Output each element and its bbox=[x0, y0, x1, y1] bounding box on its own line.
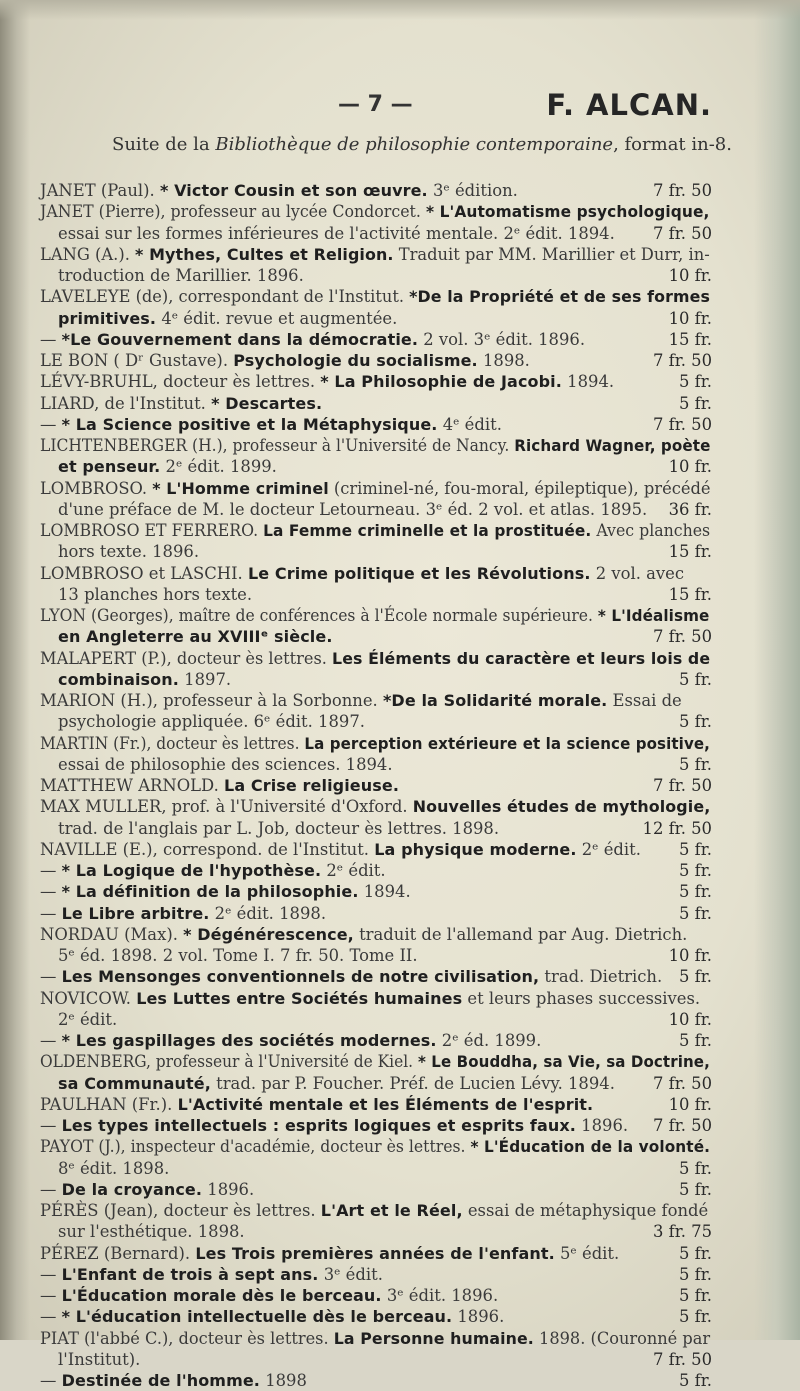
price: 5 fr. bbox=[679, 1158, 712, 1178]
catalogue-line bbox=[40, 201, 710, 222]
price: 5 fr. bbox=[679, 1264, 712, 1284]
entry-text: 2 vol. 3ᵉ édit. 1896. bbox=[418, 329, 586, 349]
catalogue-line bbox=[40, 839, 710, 860]
entry-text: — bbox=[40, 414, 62, 434]
price: 10 fr. bbox=[668, 1009, 712, 1029]
entry-text: LIARD, de l'Institut. bbox=[40, 393, 212, 413]
entry-text: OLDENBERG, professeur à l'Université de Kiel. bbox=[40, 1052, 418, 1072]
line-text bbox=[58, 1073, 615, 1094]
line-text bbox=[40, 881, 411, 902]
book-title: sa Communauté, bbox=[58, 1073, 211, 1093]
catalogue-line bbox=[40, 903, 710, 924]
entry-text: troduction de Marillier. 1896. bbox=[58, 266, 304, 285]
entry-text: Traduit par MM. Marillier et Durr, in- bbox=[393, 244, 710, 264]
entry-text: — bbox=[40, 1179, 62, 1199]
book-title: primitives. bbox=[58, 308, 157, 328]
entry-text: — bbox=[40, 882, 62, 902]
catalogue-line-continuation bbox=[40, 754, 710, 775]
entry-text: PAYOT (J.), inspecteur d'académie, docteur ès lettres. bbox=[40, 1137, 471, 1157]
price: 5 fr. bbox=[679, 861, 712, 880]
entry-text: trad. Dietrich. bbox=[539, 967, 663, 987]
book-title: * Les gaspillages des sociétés modernes. bbox=[61, 1031, 437, 1050]
line-text bbox=[40, 414, 502, 435]
catalogue-line bbox=[40, 1243, 710, 1264]
line-text bbox=[40, 1030, 541, 1051]
book-title: La physique moderne. bbox=[374, 839, 577, 859]
line-text bbox=[40, 903, 326, 924]
catalogue-line bbox=[40, 393, 710, 414]
line-text bbox=[40, 690, 682, 711]
line-text bbox=[58, 499, 647, 520]
line-text bbox=[58, 1158, 169, 1179]
price: 10 fr. bbox=[668, 1094, 712, 1114]
line-text bbox=[40, 648, 710, 669]
catalogue-line bbox=[40, 1200, 710, 1221]
price: 5 fr. bbox=[679, 669, 712, 689]
entry-text: hors texte. 1896. bbox=[58, 542, 200, 562]
price: 5 fr. bbox=[679, 1307, 712, 1327]
price: 7 fr. 50 bbox=[652, 627, 712, 647]
entry-text: (criminel-né, fou-moral, épileptique), précédé bbox=[328, 478, 711, 498]
line-text bbox=[40, 180, 518, 201]
entry-text: 1894. bbox=[561, 372, 615, 392]
book-title: Le Crime politique et les Révolutions. bbox=[247, 563, 591, 583]
entry-text: MAX MULLER, prof. à l'Université d'Oxford. bbox=[40, 797, 413, 817]
entry-text: LOMBROSO et LASCHI. bbox=[40, 563, 248, 583]
entry-text: trad. de l'anglais par L. Job, docteur ès lettres. 1898. bbox=[58, 818, 500, 838]
book-title: Richard Wagner, poète bbox=[514, 436, 711, 455]
catalogue-line bbox=[40, 924, 710, 945]
entry-text: 2 vol. avec bbox=[590, 563, 685, 583]
line-text bbox=[40, 350, 530, 371]
entry-text: LÉVY-BRUHL, docteur ès lettres. bbox=[40, 372, 321, 392]
line-text bbox=[40, 1115, 628, 1136]
catalogue-line-continuation bbox=[40, 1158, 710, 1179]
price: 7 fr. 50 bbox=[652, 1116, 712, 1135]
book-title: * Mythes, Cultes et Religion. bbox=[135, 244, 394, 264]
book-title: Les Mensonges conventionnels de notre civilisation, bbox=[61, 967, 540, 987]
entry-text: Essai de bbox=[607, 691, 682, 710]
entry-text: MARION (H.), professeur à la Sorbonne. bbox=[40, 691, 383, 710]
entry-text: MALAPERT (P.), docteur ès lettres. bbox=[40, 648, 333, 668]
entry-text: — bbox=[40, 329, 62, 349]
book-title: L'Art et le Réel, bbox=[320, 1201, 463, 1220]
entry-text: MATTHEW ARNOLD. bbox=[40, 776, 225, 795]
entry-text: l'Institut). bbox=[58, 1349, 141, 1369]
catalogue-line-continuation bbox=[40, 818, 710, 839]
price: 7 fr. 50 bbox=[652, 1349, 712, 1369]
page-left-shadow bbox=[0, 0, 30, 1340]
entry-text: NOVICOW. bbox=[40, 988, 137, 1008]
entry-text: et leurs phases successives. bbox=[462, 988, 701, 1008]
catalogue-line bbox=[40, 1285, 710, 1306]
entry-text: essai de philosophie des sciences. 1894. bbox=[58, 754, 393, 774]
book-title: * La Science positive et la Métaphysique. bbox=[61, 414, 438, 434]
line-text bbox=[58, 1009, 117, 1030]
price: 5 fr. bbox=[679, 712, 712, 732]
entry-text: 2ᵉ édit. bbox=[321, 861, 386, 880]
book-title: * L'Éducation de la volonté. bbox=[470, 1137, 711, 1157]
price: 5 fr. bbox=[679, 754, 712, 774]
book-title: *De la Propriété et de ses formes bbox=[409, 287, 711, 307]
catalogue-line-continuation bbox=[40, 711, 710, 732]
entry-text: 3ᵉ édition. bbox=[427, 181, 518, 200]
book-title: * Le Bouddha, sa Vie, sa Doctrine, bbox=[417, 1052, 710, 1072]
book-title: * La Philosophie de Jacobi. bbox=[320, 372, 562, 392]
book-title: De la croyance. bbox=[61, 1179, 203, 1199]
entry-text: 2ᵉ éd. 1899. bbox=[436, 1031, 542, 1050]
price: 5 fr. bbox=[679, 1031, 712, 1050]
catalogue-line bbox=[40, 605, 710, 626]
entry-text: — bbox=[40, 903, 62, 923]
price: 5 fr. bbox=[679, 839, 712, 859]
catalogue-line-continuation bbox=[40, 584, 710, 605]
catalogue-line bbox=[40, 966, 710, 987]
book-title: La Crise religieuse. bbox=[224, 776, 399, 795]
line-text bbox=[40, 775, 399, 796]
line-text bbox=[40, 201, 709, 222]
book-title: * L'éducation intellectuelle dès le berceau. bbox=[61, 1307, 453, 1327]
book-title: Nouvelles études de mythologie, bbox=[412, 797, 711, 817]
entry-text: 3ᵉ édit. 1896. bbox=[381, 1286, 499, 1305]
entry-text: 2ᵉ édit. bbox=[576, 839, 641, 859]
subtitle-collection-title: Bibliothèque de philosophie contemporaine bbox=[215, 134, 614, 155]
catalogue-line bbox=[40, 1115, 710, 1136]
price: 10 fr. bbox=[668, 946, 712, 965]
line-text bbox=[40, 1285, 498, 1306]
price: 5 fr. bbox=[679, 882, 712, 902]
price: 15 fr. bbox=[668, 584, 712, 604]
catalogue-line bbox=[40, 775, 710, 796]
book-title: Les Éléments du caractère et leurs lois de bbox=[332, 648, 711, 668]
entry-text: 13 planches hors texte. bbox=[58, 584, 253, 604]
page-top-shadow bbox=[0, 0, 800, 20]
line-text bbox=[40, 286, 710, 307]
line-text bbox=[40, 988, 700, 1009]
catalogue-line bbox=[40, 1094, 710, 1115]
price: 15 fr. bbox=[668, 329, 712, 349]
entry-text: 2ᵉ édit. 1899. bbox=[160, 457, 277, 477]
entry-text: PÉRÈS (Jean), docteur ès lettres. bbox=[40, 1201, 321, 1220]
price: 7 fr. 50 bbox=[652, 776, 712, 795]
book-title: Les Trois premières années de l'enfant. bbox=[195, 1243, 555, 1263]
line-text bbox=[58, 223, 615, 244]
catalogue-line-continuation bbox=[40, 541, 710, 562]
entry-text: — bbox=[40, 1116, 62, 1135]
catalogue-line bbox=[40, 1370, 710, 1391]
entry-text: JANET (Paul). bbox=[40, 181, 160, 200]
line-text bbox=[40, 563, 684, 584]
catalogue-line-continuation bbox=[40, 1221, 710, 1242]
price: 5 fr. bbox=[679, 372, 712, 392]
catalogue-line bbox=[40, 860, 710, 881]
price: 7 fr. 50 bbox=[652, 181, 712, 200]
entry-text: — bbox=[40, 1264, 62, 1284]
entry-text: LOMBROSO ET FERRERO. bbox=[40, 521, 264, 540]
entry-text: sur l'esthétique. 1898. bbox=[58, 1222, 245, 1242]
entry-text: 2ᵉ édit. bbox=[58, 1009, 118, 1029]
entry-text: LICHTENBERGER (H.), professeur à l'Université de Nancy. bbox=[40, 436, 515, 455]
book-title: *De la Solidarité morale. bbox=[382, 691, 608, 710]
entry-text: trad. par P. Foucher. Préf. de Lucien Lévy. 1894. bbox=[210, 1073, 615, 1093]
entry-text: 2ᵉ édit. 1898. bbox=[209, 903, 327, 923]
catalogue-line bbox=[40, 1328, 710, 1349]
book-title: L'Enfant de trois à sept ans. bbox=[61, 1264, 319, 1284]
catalogue-line bbox=[40, 371, 710, 392]
book-title: Psychologie du socialisme. bbox=[233, 351, 478, 370]
book-title: * Victor Cousin et son œuvre. bbox=[159, 181, 428, 200]
book-title: L'Activité mentale et les Éléments de l'esprit. bbox=[177, 1094, 594, 1114]
book-title: Les Luttes entre Sociétés humaines bbox=[136, 988, 463, 1008]
line-text bbox=[40, 1051, 710, 1072]
line-text bbox=[40, 1200, 708, 1221]
collection-subtitle bbox=[112, 134, 732, 155]
entry-text: 4ᵉ édit. bbox=[437, 414, 502, 434]
entry-text: 8ᵉ édit. 1898. bbox=[58, 1158, 170, 1178]
price: 5 fr. bbox=[679, 1243, 712, 1263]
entry-text: Avec planches bbox=[591, 521, 711, 540]
line-text bbox=[58, 541, 199, 562]
entry-text: traduit de l'allemand par Aug. Dietrich. bbox=[353, 924, 688, 944]
line-text bbox=[40, 733, 710, 754]
entry-text: essai sur les formes inférieures de l'activité mentale. 2ᵉ édit. 1894. bbox=[58, 223, 615, 243]
book-title: * Descartes. bbox=[211, 393, 323, 413]
entry-text: LAVELEYE (de), correspondant de l'Institut. bbox=[40, 287, 410, 307]
entry-text: — bbox=[40, 1307, 62, 1327]
publisher-name: F. ALCAN. bbox=[546, 88, 712, 122]
catalogue-line bbox=[40, 1051, 710, 1072]
line-text bbox=[40, 329, 585, 350]
catalogue-line-continuation bbox=[40, 669, 710, 690]
line-text bbox=[58, 265, 304, 286]
price: 5 fr. bbox=[679, 1371, 712, 1390]
catalogue-line bbox=[40, 286, 710, 307]
entry-text: — bbox=[40, 967, 62, 987]
book-title: Destinée de l'homme. bbox=[61, 1371, 260, 1390]
entry-text: essai de métaphysique fondé bbox=[462, 1201, 709, 1220]
catalogue-line bbox=[40, 1306, 710, 1327]
book-title: * La définition de la philosophie. bbox=[61, 882, 359, 902]
line-text bbox=[40, 796, 710, 817]
catalogue-line bbox=[40, 733, 710, 754]
catalogue-line-continuation bbox=[40, 308, 710, 329]
book-title: L'Éducation morale dès le berceau. bbox=[61, 1286, 382, 1305]
price: 7 fr. 50 bbox=[652, 351, 712, 370]
line-text bbox=[58, 754, 393, 775]
entry-text: NAVILLE (E.), correspond. de l'Institut. bbox=[40, 839, 375, 859]
book-title: * L'Idéalisme bbox=[597, 606, 710, 625]
line-text bbox=[40, 478, 711, 499]
price: 10 fr. bbox=[668, 457, 712, 477]
book-title: La perception extérieure et la science positive, bbox=[304, 733, 710, 753]
catalogue-line bbox=[40, 180, 710, 201]
book-title: La Personne humaine. bbox=[333, 1328, 534, 1348]
catalogue-line bbox=[40, 690, 710, 711]
price: 5 fr. bbox=[679, 1179, 712, 1199]
book-title: * L'Homme criminel bbox=[152, 478, 329, 498]
catalogue-line bbox=[40, 881, 710, 902]
catalogue-line-continuation bbox=[40, 945, 710, 966]
line-text bbox=[58, 711, 365, 732]
line-text bbox=[40, 371, 614, 392]
line-text bbox=[40, 1243, 619, 1264]
entry-text: LE BON ( Dʳ Gustave). bbox=[40, 351, 234, 370]
entry-text: PIAT (l'abbé C.), docteur ès lettres. bbox=[40, 1328, 334, 1348]
line-text bbox=[58, 818, 499, 839]
line-text bbox=[40, 860, 386, 881]
line-text bbox=[58, 584, 252, 605]
catalogue-line bbox=[40, 414, 710, 435]
entry-text: 1894. bbox=[358, 882, 411, 902]
entry-text: LOMBROSO. bbox=[40, 478, 153, 498]
line-text bbox=[40, 1370, 307, 1391]
catalogue-line-continuation bbox=[40, 456, 710, 477]
entry-text: — bbox=[40, 861, 62, 880]
entry-text: 3ᵉ édit. bbox=[318, 1264, 383, 1284]
catalogue-line bbox=[40, 988, 710, 1009]
catalogue-line bbox=[40, 244, 710, 265]
price: 12 fr. 50 bbox=[642, 818, 712, 838]
price: 5 fr. bbox=[679, 1286, 712, 1305]
entry-text: 1896. bbox=[452, 1307, 505, 1327]
price: 15 fr. bbox=[668, 542, 712, 562]
page-right-edge bbox=[754, 0, 800, 1340]
line-text bbox=[58, 669, 231, 690]
catalogue-line bbox=[40, 1264, 710, 1285]
entry-text: JANET (Pierre), professeur au lycée Condorcet. bbox=[40, 202, 426, 222]
line-text bbox=[40, 520, 710, 541]
line-text bbox=[58, 456, 277, 477]
price: 7 fr. 50 bbox=[652, 1073, 712, 1093]
entry-text: PAULHAN (Fr.). bbox=[40, 1094, 178, 1114]
catalogue-line bbox=[40, 563, 710, 584]
line-text bbox=[40, 1264, 383, 1285]
price: 36 fr. bbox=[668, 499, 712, 519]
entry-text: psychologie appliquée. 6ᵉ édit. 1897. bbox=[58, 712, 365, 732]
catalogue-line-continuation bbox=[40, 1073, 710, 1094]
line-text bbox=[40, 1328, 710, 1349]
subtitle-prefix: Suite de la bbox=[112, 134, 216, 155]
catalogue-line-continuation bbox=[40, 499, 710, 520]
catalogue-line-continuation bbox=[40, 626, 710, 647]
entry-text: — bbox=[40, 1286, 62, 1305]
entry-text: NORDAU (Max). bbox=[40, 924, 184, 944]
entry-text: LYON (Georges), maître de conférences à l'École normale supérieure. bbox=[40, 606, 598, 625]
catalogue-entries bbox=[40, 180, 710, 1391]
entry-text: 1896. bbox=[202, 1179, 255, 1199]
entry-text: — bbox=[40, 1371, 62, 1390]
catalogue-line bbox=[40, 796, 710, 817]
line-text bbox=[40, 966, 662, 987]
subtitle-suffix: , format in-8. bbox=[613, 134, 732, 155]
price: 10 fr. bbox=[668, 308, 712, 328]
book-title: en Angleterre au XVIIIᵉ siècle. bbox=[58, 627, 333, 647]
line-text bbox=[40, 435, 711, 456]
catalogue-line-continuation bbox=[40, 265, 710, 286]
page-header bbox=[40, 88, 740, 132]
catalogue-line bbox=[40, 648, 710, 669]
catalogue-line bbox=[40, 478, 710, 499]
catalogue-line bbox=[40, 1030, 710, 1051]
line-text bbox=[40, 244, 710, 265]
catalogue-line-continuation bbox=[40, 1009, 710, 1030]
price: 10 fr. bbox=[668, 266, 712, 285]
book-title: combinaison. bbox=[58, 669, 179, 689]
entry-text: 4ᵉ édit. revue et augmentée. bbox=[156, 308, 398, 328]
line-text bbox=[40, 393, 322, 414]
book-title: * Dégénérescence, bbox=[183, 924, 354, 944]
line-text bbox=[58, 1221, 245, 1242]
entry-text: 1898. bbox=[477, 351, 530, 370]
page-number: — 7 — bbox=[338, 92, 413, 117]
book-title: *Le Gouvernement dans la démocratie. bbox=[61, 329, 419, 349]
line-text bbox=[40, 924, 687, 945]
entry-text: 1896. bbox=[575, 1116, 629, 1135]
price: 5 fr. bbox=[679, 967, 712, 987]
catalogue-line bbox=[40, 329, 710, 350]
line-text bbox=[40, 839, 641, 860]
line-text bbox=[40, 1179, 254, 1200]
line-text bbox=[40, 1094, 593, 1115]
entry-text: 5ᵉ édit. bbox=[554, 1243, 620, 1263]
entry-text: 1897. bbox=[178, 669, 232, 689]
entry-text: MARTIN (Fr.), docteur ès lettres. bbox=[40, 733, 305, 753]
catalogue-line-continuation bbox=[40, 1349, 710, 1370]
price: 3 fr. 75 bbox=[652, 1222, 712, 1242]
line-text bbox=[58, 308, 397, 329]
price: 7 fr. 50 bbox=[652, 223, 712, 243]
book-title: La Femme criminelle et la prostituée. bbox=[263, 521, 592, 540]
entry-text: LANG (A.). bbox=[40, 244, 136, 264]
book-title: * La Logique de l'hypothèse. bbox=[61, 861, 322, 880]
catalogue-line-continuation bbox=[40, 223, 710, 244]
book-title: Le Libre arbitre. bbox=[61, 903, 210, 923]
line-text bbox=[58, 626, 333, 647]
entry-text: — bbox=[40, 1031, 62, 1050]
catalogue-line bbox=[40, 1136, 710, 1157]
book-title: * L'Automatisme psychologique, bbox=[425, 202, 710, 222]
entry-text: d'une préface de M. le docteur Letourneau. 3ᵉ éd. 2 vol. et atlas. 1895. bbox=[58, 499, 648, 519]
entry-text: 5ᵉ éd. 1898. 2 vol. Tome I. 7 fr. 50. Tome II. bbox=[58, 946, 418, 965]
line-text bbox=[58, 945, 418, 966]
line-text bbox=[40, 1136, 710, 1157]
book-title: Les types intellectuels : esprits logiques et esprits faux. bbox=[61, 1116, 576, 1135]
entry-text: 1898. (Couronné par bbox=[533, 1328, 711, 1348]
catalogue-line bbox=[40, 1179, 710, 1200]
price: 7 fr. 50 bbox=[652, 414, 712, 434]
catalogue-line bbox=[40, 435, 710, 456]
entry-text: 1898 bbox=[259, 1371, 307, 1390]
line-text bbox=[40, 1306, 504, 1327]
book-title: et penseur. bbox=[58, 457, 161, 477]
catalogue-line bbox=[40, 520, 710, 541]
line-text bbox=[40, 605, 709, 626]
catalogue-line bbox=[40, 350, 710, 371]
price: 5 fr. bbox=[679, 393, 712, 413]
line-text bbox=[58, 1349, 140, 1370]
entry-text: PÉREZ (Bernard). bbox=[40, 1243, 196, 1263]
price: 5 fr. bbox=[679, 903, 712, 923]
